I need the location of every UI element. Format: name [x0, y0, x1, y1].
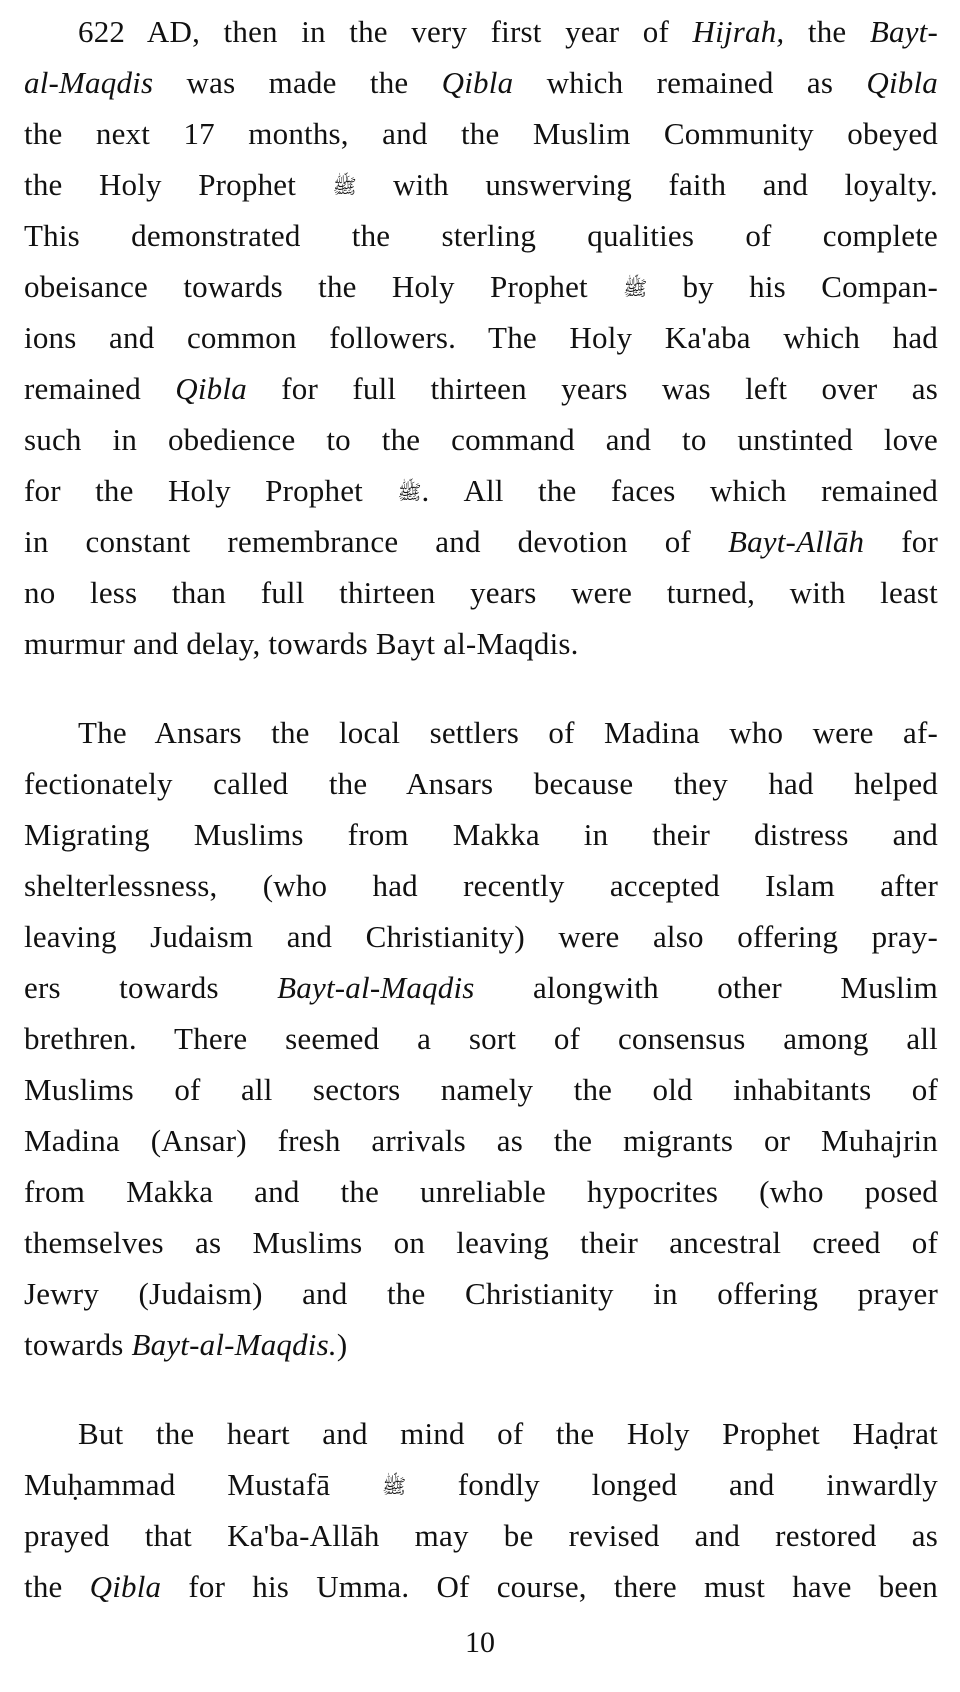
- italic-term: Qibla: [441, 65, 514, 100]
- text-segment: leaving Judaism and Christianity) were also offering pray-: [24, 919, 938, 954]
- text-line: [24, 1115, 938, 1166]
- text-line: [24, 1217, 938, 1268]
- italic-term: Qibla: [89, 1569, 162, 1604]
- text-segment: prayed that Ka'ba-Allāh may be revised and restored as: [24, 1518, 938, 1553]
- text-segment: by his Compan-: [647, 269, 938, 304]
- text-segment: Migrating Muslims from Makka in their distress and: [24, 817, 938, 852]
- text-line: [24, 57, 938, 108]
- text-line: [24, 1510, 938, 1561]
- text-line: [24, 108, 938, 159]
- text-segment: with unswerving faith and loyalty.: [356, 167, 938, 202]
- italic-term: Hijrah,: [692, 14, 785, 49]
- italic-term: Bayt-Allāh: [727, 524, 865, 559]
- text-line: [24, 1319, 938, 1370]
- text-line: [24, 414, 938, 465]
- italic-term: Qibla: [175, 371, 247, 406]
- text-line: [24, 809, 938, 860]
- paragraph: [24, 707, 938, 1370]
- text-line: [24, 962, 938, 1013]
- italic-term: al-Maqdis: [24, 65, 154, 100]
- text-segment: the: [784, 14, 870, 49]
- italic-term: Bayt-al-Maqdis: [277, 970, 475, 1005]
- text-segment: fondly longed and inwardly: [406, 1467, 938, 1502]
- text-segment: alongwith other Muslim: [474, 970, 938, 1005]
- text-segment: the: [24, 1569, 90, 1604]
- text-segment: such in obedience to the command and to unstinted love: [24, 422, 938, 457]
- text-segment: the Holy Prophet: [24, 167, 333, 202]
- text-line: [24, 210, 938, 261]
- text-line: [24, 312, 938, 363]
- text-segment: from Makka and the unreliable hypocrites (who posed: [24, 1174, 938, 1209]
- text-segment: the next 17 months, and the Muslim Community obeyed: [24, 116, 938, 151]
- honorific-symbol: ﷺ: [623, 278, 648, 300]
- text-segment: ers towards: [24, 970, 278, 1005]
- text-line: [24, 1268, 938, 1319]
- text-segment: Madina (Ansar) fresh arrivals as the migrants or Muhajrin: [24, 1123, 938, 1158]
- honorific-symbol: ﷺ: [381, 1476, 407, 1498]
- text-segment: in constant remembrance and devotion of: [24, 524, 728, 559]
- text-segment: for full thirteen years was left over as: [246, 371, 938, 406]
- text-segment: no less than full thirteen years were turned, with least: [24, 575, 938, 610]
- text-line: [24, 516, 938, 567]
- text-segment: This demonstrated the sterling qualities of complete: [24, 218, 938, 253]
- italic-term: Qibla: [866, 65, 938, 100]
- text-line: [24, 567, 938, 618]
- text-segment: shelterlessness, (who had recently accepted Islam after: [24, 868, 938, 903]
- text-segment: murmur and delay, towards Bayt al-Maqdis.: [24, 626, 579, 661]
- text-line: [24, 363, 938, 414]
- text-segment: remained: [24, 371, 176, 406]
- text-line: [24, 1561, 938, 1612]
- text-segment: for the Holy Prophet: [24, 473, 398, 508]
- page-number: 10: [465, 1626, 495, 1659]
- text-segment: Muḥammad Mustafā: [24, 1467, 382, 1502]
- text-segment: . All the faces which remained: [421, 473, 938, 508]
- text-segment: ions and common followers. The Holy Ka'aba which had: [24, 320, 938, 355]
- italic-term: Bayt-al-Maqdis.: [131, 1327, 337, 1362]
- text-line: [24, 465, 938, 516]
- text-line: [24, 758, 938, 809]
- text-segment: towards: [24, 1327, 132, 1362]
- text-segment: for his Umma. Of course, there must have been: [161, 1569, 938, 1604]
- text-line: [24, 1064, 938, 1115]
- text-line: [24, 618, 938, 669]
- text-segment: Muslims of all sectors namely the old inhabitants of: [24, 1072, 938, 1107]
- italic-term: Bayt-: [869, 14, 939, 49]
- text-segment: fectionately called the Ansars because they had helped: [24, 766, 938, 801]
- text-line: [24, 1166, 938, 1217]
- honorific-symbol: ﷺ: [397, 482, 422, 504]
- text-line: [24, 1459, 938, 1510]
- text-line: [24, 1013, 938, 1064]
- text-line: [24, 1408, 938, 1459]
- text-segment: which remained as: [513, 65, 867, 100]
- text-segment: Jewry (Judaism) and the Christianity in offering prayer: [24, 1276, 938, 1311]
- text-line: [24, 707, 938, 758]
- text-line: [24, 911, 938, 962]
- paragraph: [24, 6, 938, 669]
- honorific-symbol: ﷺ: [332, 176, 357, 198]
- text-segment: for: [864, 524, 938, 559]
- paragraph: [24, 1408, 938, 1612]
- text-line: [24, 860, 938, 911]
- text-segment: ): [336, 1327, 348, 1362]
- text-segment: But the heart and mind of the Holy Prophet Haḍrat: [78, 1416, 938, 1451]
- text-segment: 622 AD, then in the very first year of: [78, 14, 693, 49]
- document-page: [24, 6, 938, 1650]
- text-line: [24, 159, 938, 210]
- text-segment: themselves as Muslims on leaving their ancestral creed of: [24, 1225, 938, 1260]
- text-segment: was made the: [153, 65, 442, 100]
- text-line: [24, 261, 938, 312]
- text-segment: The Ansars the local settlers of Madina who were af-: [78, 715, 938, 750]
- text-segment: brethren. There seemed a sort of consensus among all: [24, 1021, 938, 1056]
- text-line: [24, 6, 938, 57]
- text-segment: obeisance towards the Holy Prophet: [24, 269, 624, 304]
